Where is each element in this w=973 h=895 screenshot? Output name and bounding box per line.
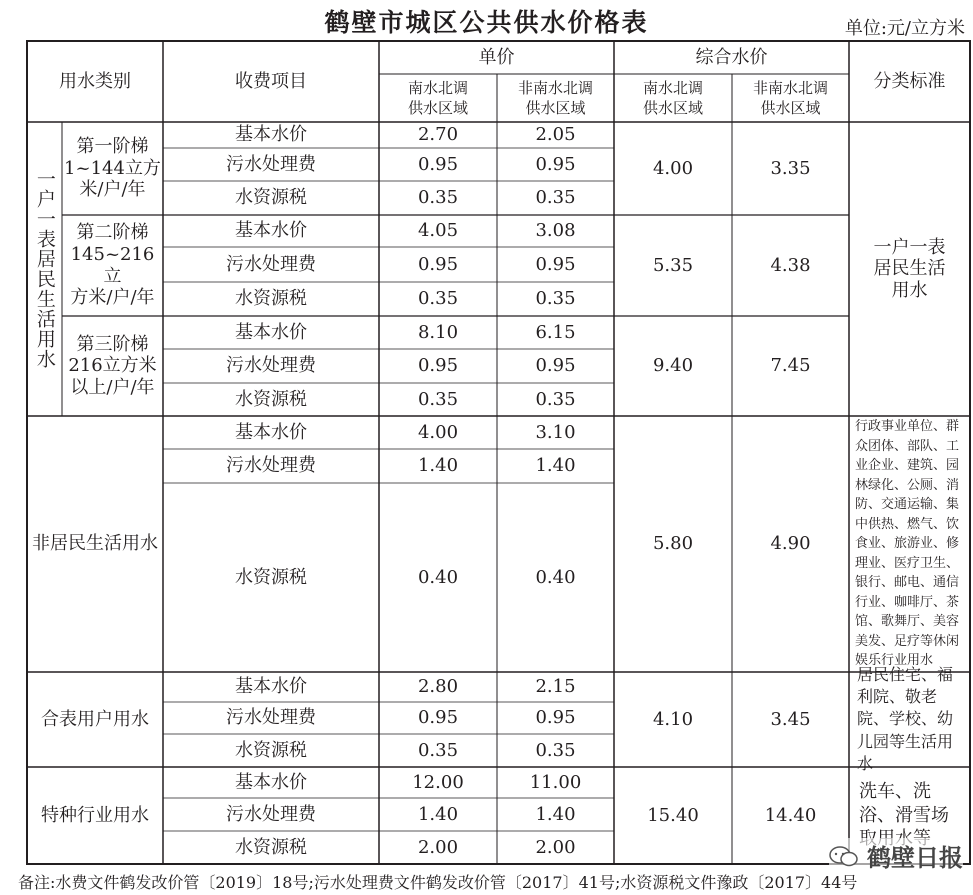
price-cell: 2.80 — [417, 676, 459, 698]
header-unit-price: 单价 — [478, 46, 515, 68]
fee-item-label: 水资源税 — [235, 388, 307, 410]
price-cell: 2.15 — [535, 676, 576, 698]
fee-item-label: 污水处理费 — [226, 707, 316, 729]
fee-item-label: 基本水价 — [235, 124, 307, 146]
fee-item-label: 污水处理费 — [226, 803, 316, 825]
price-cell: 0.95 — [535, 253, 576, 275]
watermark-text: 鹤壁日报 — [867, 843, 963, 872]
price-cell: 0.35 — [535, 388, 576, 410]
price-cell: 2.00 — [535, 836, 576, 858]
price-cell: 0.95 — [417, 253, 459, 275]
fee-item-label: 污水处理费 — [226, 253, 316, 275]
fee-item-label: 污水处理费 — [226, 355, 316, 377]
price-cell: 0.35 — [535, 288, 576, 310]
combined-price-cell: 4.10 — [652, 708, 694, 730]
combined-price-cell: 4.90 — [770, 533, 811, 555]
combined-price-cell: 14.40 — [764, 804, 817, 826]
combined-price-cell: 5.35 — [652, 254, 694, 276]
fee-item-label: 基本水价 — [235, 771, 307, 793]
price-cell: 11.00 — [529, 771, 582, 793]
price-cell: 1.40 — [417, 803, 459, 825]
shared-meter-category-label: 合表用户用水 — [41, 708, 149, 730]
price-cell: 3.08 — [535, 220, 576, 242]
price-cell: 0.95 — [417, 707, 459, 729]
fee-item-label: 水资源税 — [235, 566, 307, 588]
page-title: 鹤壁市城区公共供水价格表 — [324, 8, 649, 37]
price-cell: 0.35 — [417, 739, 459, 761]
fee-item-label: 基本水价 — [235, 220, 307, 242]
price-cell: 0.40 — [535, 566, 576, 588]
fee-item-label: 污水处理费 — [226, 153, 316, 175]
price-cell: 3.10 — [535, 421, 576, 443]
fee-item-label: 基本水价 — [235, 421, 307, 443]
price-cell: 0.95 — [535, 355, 576, 377]
combined-price-cell: 3.45 — [770, 708, 811, 730]
price-cell: 4.00 — [417, 421, 459, 443]
price-cell: 0.35 — [417, 288, 459, 310]
footnote: 备注:水费文件鹤发改价管〔2019〕18号;污水处理费文件鹤发改价管〔2017〕41号;水资源税文件豫政〔2017〕44号 — [18, 873, 858, 892]
tier-1-label: 第一阶梯 1~144立方 米/户/年 — [64, 136, 161, 201]
tier-3-label: 第三阶梯 216立方米 以上/户/年 — [68, 333, 157, 398]
resident-standard: 一户一表 居民生活 用水 — [873, 236, 946, 301]
shared-meter-standard: 居民住宅、福利院、敬老院、学校、幼儿园等生活用水 — [857, 664, 954, 774]
non-resident-category-label: 非居民生活用水 — [32, 533, 158, 555]
fee-item-label: 水资源税 — [235, 739, 307, 761]
price-cell: 0.95 — [535, 153, 576, 175]
fee-item-label: 污水处理费 — [226, 455, 316, 477]
price-cell: 0.95 — [417, 355, 459, 377]
price-cell: 0.95 — [417, 153, 459, 175]
price-cell: 2.00 — [417, 836, 459, 858]
combined-price-cell: 4.00 — [652, 157, 694, 179]
price-cell: 4.05 — [417, 220, 459, 242]
price-cell: 1.40 — [535, 803, 576, 825]
special-category-label: 特种行业用水 — [41, 804, 149, 826]
header-unit-south: 南水北调 供水区域 — [407, 78, 468, 117]
price-cell: 0.35 — [535, 739, 576, 761]
price-cell: 1.40 — [417, 455, 459, 477]
fee-item-label: 水资源税 — [235, 187, 307, 209]
fee-item-label: 水资源税 — [235, 836, 307, 858]
fee-item-label: 基本水价 — [235, 676, 307, 698]
watermark — [829, 838, 963, 873]
special-standard: 洗车、洗浴、滑雪场 — [859, 781, 949, 826]
price-cell: 0.40 — [417, 566, 459, 588]
non-resident-standard: 行政事业单位、群众团体、部队、工业企业、建筑、园林绿化、公厕、消防、交通运输、集中供热、燃气、饮食业、旅游业、修理业、医疗卫生、银行、邮电、通信行业、咖啡厅、茶馆、歌舞厅、美容美发、足疗等休闲娱乐行业用水 — [855, 419, 960, 669]
price-cell: 0.95 — [535, 707, 576, 729]
price-cell: 1.40 — [535, 455, 576, 477]
unit-label: 单位:元/立方米 — [844, 18, 965, 39]
price-cell: 2.05 — [535, 124, 576, 146]
header-combined-south: 南水北调 供水区域 — [642, 78, 703, 117]
combined-price-cell: 9.40 — [652, 355, 694, 377]
header-combined-non-south: 非南水北调 供水区域 — [752, 78, 828, 117]
price-cell: 2.70 — [417, 124, 459, 146]
price-cell: 0.35 — [535, 187, 576, 209]
header-unit-non-south: 非南水北调 供水区域 — [517, 78, 593, 117]
fee-item-label: 基本水价 — [235, 321, 307, 343]
combined-price-cell: 15.40 — [647, 804, 699, 826]
price-cell: 0.35 — [417, 388, 459, 410]
header-combined-price: 综合水价 — [695, 46, 768, 68]
price-cell: 6.15 — [535, 321, 576, 343]
combined-price-cell: 3.35 — [770, 157, 811, 179]
tier-2-label: 第二阶梯 145~216立 方米/户/年 — [70, 222, 155, 309]
header-fee-item: 收费项目 — [235, 70, 307, 92]
combined-price-cell: 5.80 — [652, 533, 694, 555]
price-cell: 8.10 — [417, 321, 459, 343]
resident-category-label: 一户一表居民生活用水 — [33, 169, 56, 369]
chat-bubble-icon — [829, 845, 859, 867]
fee-item-label: 水资源税 — [235, 288, 307, 310]
header-category: 用水类别 — [59, 70, 131, 92]
header-standard: 分类标准 — [873, 70, 946, 92]
price-cell: 12.00 — [412, 771, 464, 793]
price-cell: 0.35 — [417, 187, 459, 209]
combined-price-cell: 7.45 — [770, 355, 811, 377]
combined-price-cell: 4.38 — [770, 254, 811, 276]
